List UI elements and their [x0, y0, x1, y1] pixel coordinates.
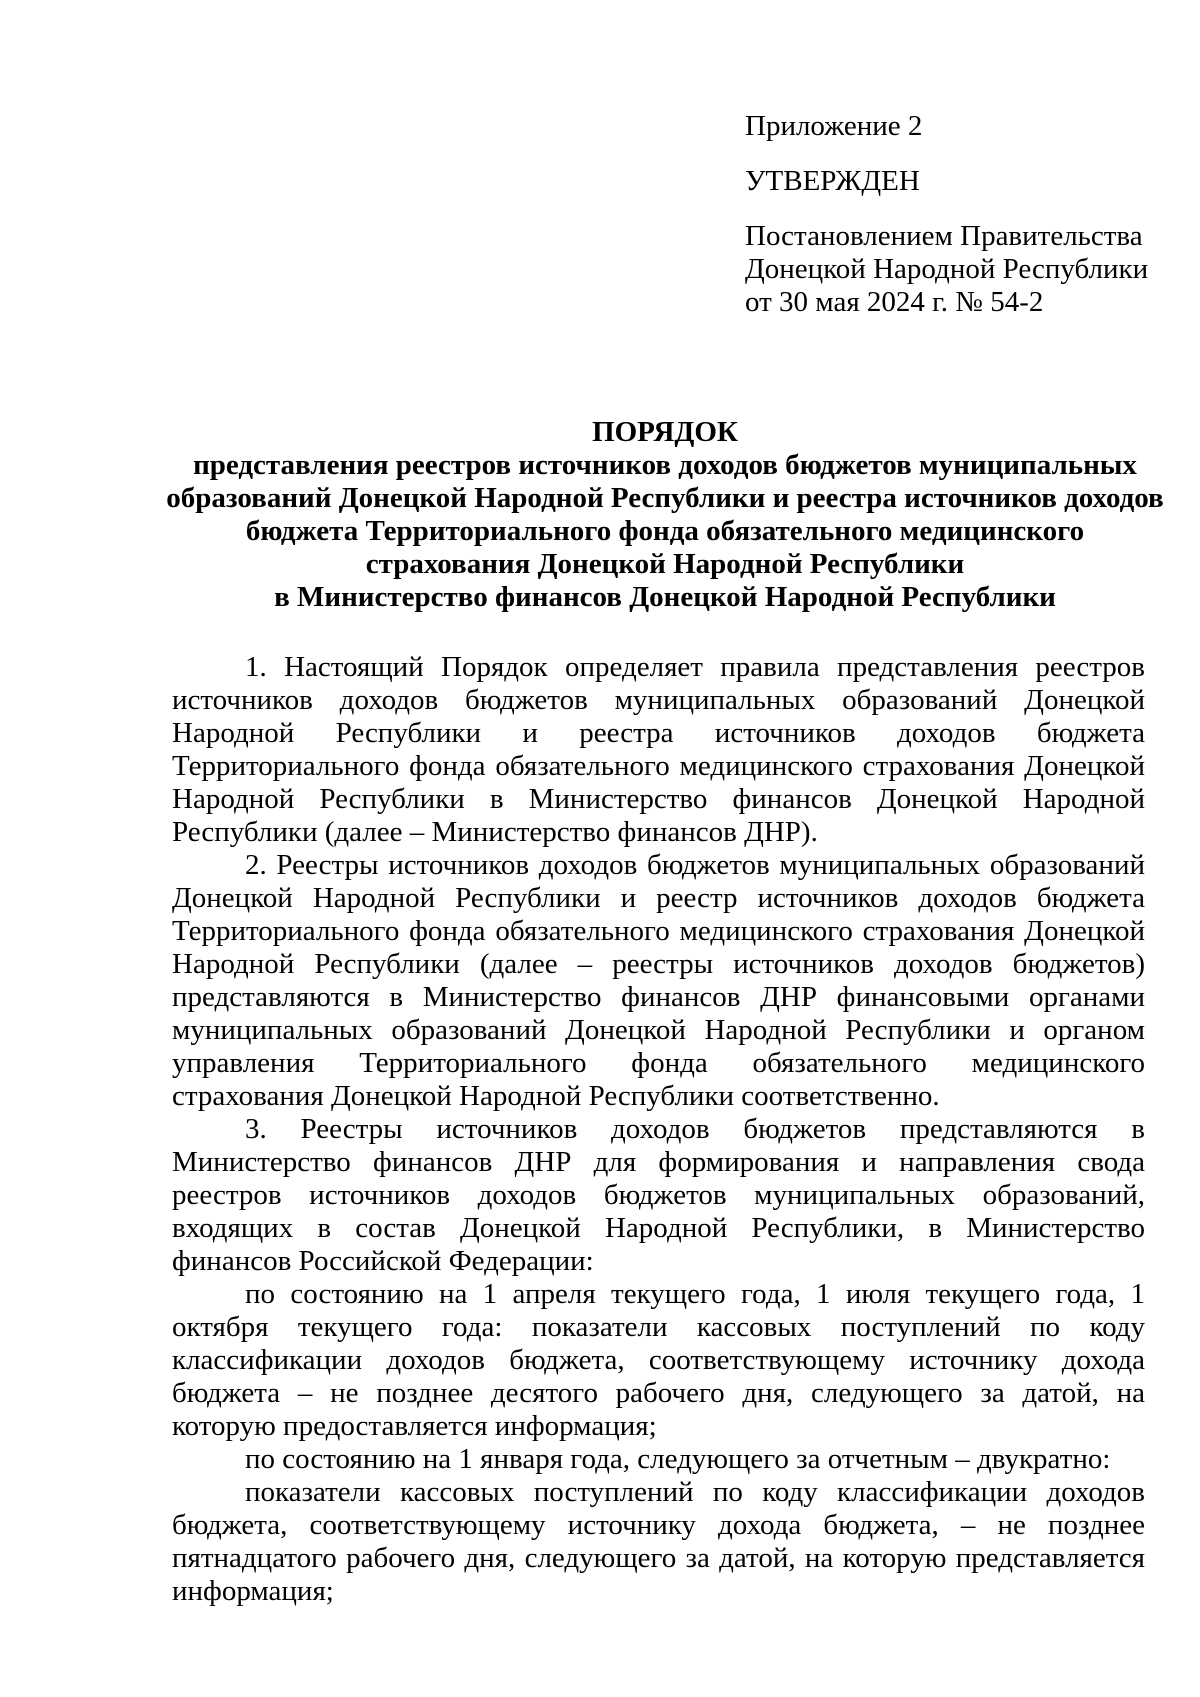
annex-label: Приложение 2 [745, 110, 923, 142]
decree-line: Донецкой Народной Республики [745, 253, 1149, 285]
title-line: представления реестров источников доходов бюджетов муниципальных [193, 449, 1137, 481]
title-line: образований Донецкой Народной Республики и реестра источников доходов [166, 482, 1164, 514]
title-line: в Министерство финансов Донецкой Народной Республики [274, 581, 1056, 613]
document-title [150, 416, 1180, 614]
decree-line: Постановлением Правительства [745, 220, 1143, 252]
title-line: бюджета Территориального фонда обязательного медицинского [245, 515, 1085, 547]
title-heading: ПОРЯДОК [592, 416, 738, 448]
paragraph-3: 3. Реестры источников доходов бюджетов представляются в Министерство финансов ДНР для формирования и направления свода реестров источников доходов бюджетов муниципальных образований, входящих в состав Донецкой Народной Республики, в Министерство финансов Российской Федерации: [172, 1113, 1145, 1277]
paragraph-3-subitem: показатели кассовых поступлений по коду классификации доходов бюджета, соответствующему источнику дохода бюджета, – не позднее пятнадцатого рабочего дня, следующего за датой, на которую представляется информация; [172, 1476, 1145, 1607]
paragraph-1: 1. Настоящий Порядок определяет правила представления реестров источников доходов бюджетов муниципальных образований Донецкой Народной Республики и реестра источников доходов бюджета Территориального фонда обязательного медицинского страхования Донецкой Народной Республики в Министерство финансов Донецкой Народной Республики (далее – Министерство финансов ДНР). [172, 651, 1145, 848]
document-body [172, 651, 1145, 1608]
paragraph-3-item-quarterly: по состоянию на 1 апреля текущего года, 1 июля текущего года, 1 октября текущего года: показатели кассовых поступлений по коду классификации доходов бюджета, соответствующему источнику дохода бюджета – не позднее десятого рабочего дня, следующего за датой, на которую предоставляется информация; [172, 1278, 1145, 1442]
title-line: страхования Донецкой Народной Республики [365, 548, 965, 580]
decree-date-line: от 30 мая 2024 г. № 54-2 [745, 286, 1044, 318]
paragraph-2: 2. Реестры источников доходов бюджетов муниципальных образований Донецкой Народной Республики и реестр источников доходов бюджета Территориального фонда обязательного медицинского страхования Донецкой Народной Республики (далее – реестры источников доходов бюджетов) представляются в Министерство финансов ДНР финансовыми органами муниципальных образований Донецкой Народной Республики и органом управления Территориального фонда обязательного медицинского страхования Донецкой Народной Республики соответственно. [172, 849, 1145, 1112]
approval-block [745, 110, 1165, 319]
approved-label: УТВЕРЖДЕН [745, 165, 920, 197]
paragraph-3-item-annual: по состоянию на 1 января года, следующего за отчетным – двукратно: [245, 1443, 1111, 1475]
